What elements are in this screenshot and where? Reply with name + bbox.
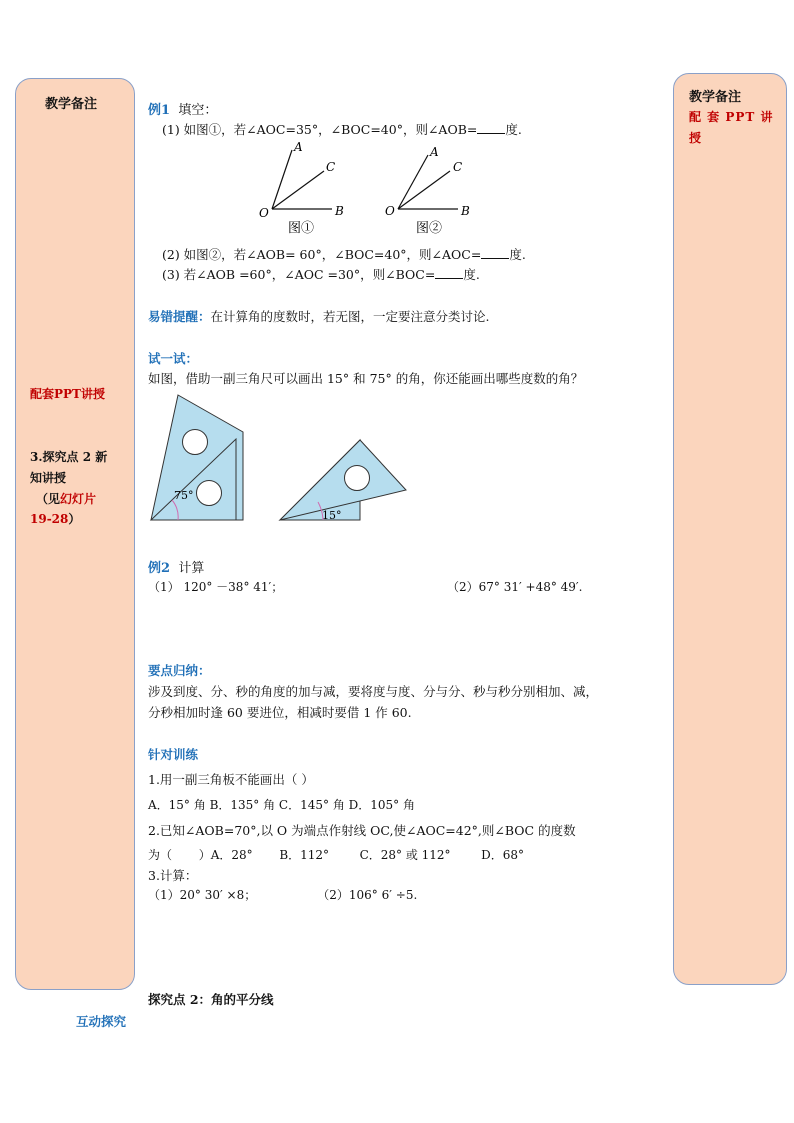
ray-oc-fig1 (272, 171, 324, 209)
example1-q3: (3) 若∠AOB =60°，∠AOC =30°，则∠BOC= 度. (162, 267, 480, 282)
left-note-line2: 知讲授 (30, 471, 67, 485)
point-a-fig2: A (430, 145, 439, 159)
example2-header: 例2 计算 (148, 561, 205, 576)
ray-oa-fig1 (272, 150, 292, 209)
right-note-line1: 配 套 PPT 讲 (689, 110, 774, 124)
figure1-caption: 图① (288, 221, 315, 236)
point-c-fig1: C (326, 160, 336, 174)
left-note-ppt: 配套PPT讲授 (30, 387, 105, 401)
left-notes-panel (15, 78, 135, 990)
example1-figures (250, 138, 490, 240)
point-b-fig2: B (461, 204, 470, 218)
practice-label: 针对训练 (148, 747, 199, 762)
example1-q2: (2) 如图②，若∠AOB= 60°，∠BOC=40°，则∠AOC= 度. (162, 247, 526, 262)
point-o-fig1: O (259, 206, 269, 220)
ruler-hole (197, 481, 222, 506)
point-o-fig2: O (385, 204, 395, 218)
key-points-line1: 涉及到度、分、秒的角度的加与减，要将度与度、分与分、秒与秒分别相加、减， (148, 684, 599, 699)
practice-q2-line1: 2.已知∠AOB=70°,以 O 为端点作射线 OC,使∠AOC=42°,则∠BOC 的度数 (148, 823, 576, 838)
angle-label-75: 75° (174, 489, 194, 502)
example2-q1: （1） 120° －38° 41′； (148, 580, 284, 594)
ray-oc-fig2 (398, 171, 450, 209)
practice-q3-items: （1）20° 30′ ×8； （2）106° 6′ ÷5. (148, 888, 418, 902)
example1-q1: (1) 如图①，若∠AOC=35°，∠BOC=40°，则∠AOB= 度. (162, 122, 522, 137)
triangle-rulers-figure (148, 392, 413, 524)
practice-q1-options: A．15° 角 B．135° 角 C．145° 角 D．105° 角 (148, 798, 415, 812)
practice-q3: 3.计算： (148, 868, 198, 883)
example2-q2: （2）67° 31′ +48° 49′. (447, 580, 583, 594)
left-note-line1: 3.探究点 2 新 (30, 450, 108, 464)
right-notes-panel (673, 73, 787, 985)
ruler-hole (345, 466, 370, 491)
pitfall-reminder: 易错提醒：在计算角的度数时，若无图，一定要注意分类讨论. (148, 309, 490, 324)
example1-header: 例1 填空： (148, 103, 218, 118)
ray-oa-fig2 (398, 155, 428, 209)
section2-title: 探究点 2：角的平分线 (148, 992, 274, 1007)
point-a-fig1: A (294, 140, 303, 154)
point-c-fig2: C (453, 160, 463, 174)
answer-blank[interactable] (435, 266, 463, 279)
key-points-label: 要点归纳： (148, 663, 211, 678)
point-b-fig1: B (335, 204, 344, 218)
figure2-caption: 图② (416, 221, 443, 236)
practice-q2-line2: 为（ ）A．28° B．112° C．28° 或 112° D．68° (148, 848, 524, 862)
right-note-line2: 授 (689, 131, 702, 145)
key-points-line2: 分秒相加时逢 60 要进位，相减时要借 1 作 60. (148, 705, 412, 720)
try-it-text: 如图，借助一副三角尺可以画出 15° 和 75° 的角，你还能画出哪些度数的角？ (148, 371, 584, 386)
angle-label-15: 15° (322, 509, 342, 522)
left-note-line4: 19-28） (30, 512, 81, 526)
practice-q1: 1.用一副三角板不能画出（ ） (148, 772, 314, 787)
right-panel-title: 教学备注 (689, 90, 742, 105)
answer-blank[interactable] (481, 246, 509, 259)
interactive-exploration-label: 互动探究 (76, 1014, 127, 1029)
left-panel-title: 教学备注 (45, 97, 98, 112)
left-note-line3: （见幻灯片 (36, 492, 97, 506)
ruler-hole (183, 430, 208, 455)
try-it-label: 试一试： (148, 351, 199, 366)
answer-blank[interactable] (477, 121, 505, 134)
